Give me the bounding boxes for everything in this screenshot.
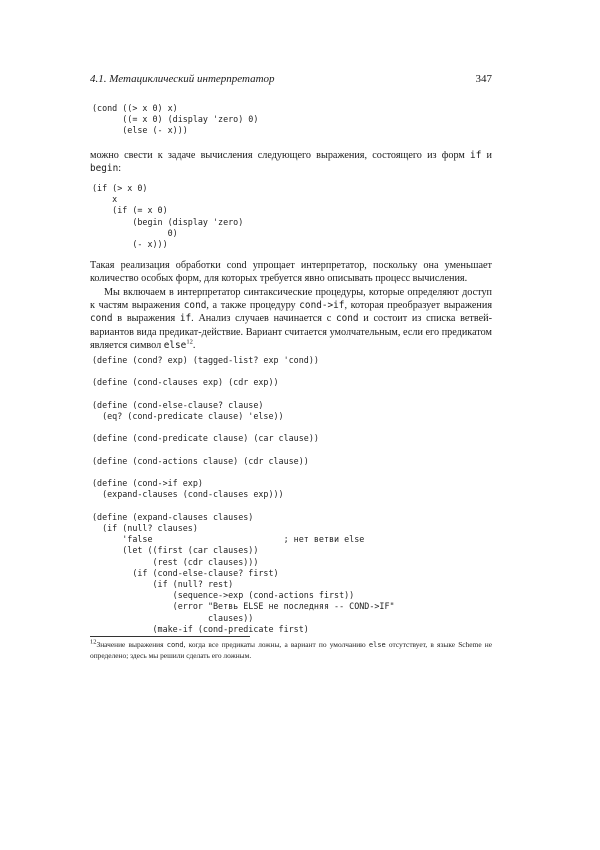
text: Мы включаем в интерпретатор синтаксические процедуры, которые определяют доступ к частям выражения (90, 287, 492, 312)
text: . (192, 339, 196, 351)
keyword-cond: cond (90, 313, 113, 325)
text: , которая преобразует выражения (344, 300, 492, 312)
chapter-title: 4.1. Метациклический интерпретатор (90, 73, 275, 85)
text: , когда все предикаты ложны, а вариант по умолчанию (183, 640, 369, 649)
code-block-cond-procedures: (define (cond? exp) (tagged-list? exp 'cond)) (define (cond-clauses exp) (cdr exp)) (define (cond-else-clause? clause) (eq? (cond-predicate clause) 'else)) (define (cond-predicate clause) (car clause)) (define (cond-actions clause) (cdr clause)) (define (cond->if exp) (expand-clauses (cond-clauses exp))) (define (expand-clauses clauses) (if (null? clauses) 'false ; нет ветви else (let ((first (car clauses)) (rest (cdr clauses))) (if (cond-else-clause? first) (if (null? rest) (sequence->exp (cond-actions first)) (error "Ветвь ELSE не последняя -- COND->IF" clauses)) (make-if (cond-predicate first) (92, 355, 395, 634)
code-block-cond-example: (cond ((> x 0) x) ((= x 0) (display 'zero) 0) (else (- x))) (92, 103, 259, 136)
keyword-cond: cond (183, 300, 207, 312)
text: отсутствует, в языке Scheme не определено; здесь мы решили сделать его ложным. (90, 640, 493, 660)
paragraph-syntax-procedures (90, 286, 492, 352)
keyword-else: else (163, 339, 187, 351)
paragraph-simplification: Такая реализация обработки cond упрощает интерпретатор, поскольку она уменьшает количество особых форм, для которых требуется явно описывать процесс вычисления. (90, 260, 492, 285)
keyword-cond: cond (166, 641, 184, 649)
code-block-if-example: (if (> x 0) x (if (= x 0) (begin (display 'zero) 0) (- x))) (92, 183, 244, 250)
keyword-if: if (179, 313, 192, 325)
text: . Анализ случаев начинается с (191, 313, 336, 325)
footnote-12 (90, 640, 492, 661)
text: : (118, 163, 122, 175)
text: можно свести к задаче вычисления следующего выражения, состоящего из форм (90, 150, 471, 161)
paragraph-cond-reduction (90, 149, 492, 175)
keyword-else: else (368, 641, 386, 649)
text: в выражения (112, 313, 180, 325)
footnote-number: 12 (90, 638, 97, 646)
text: и (481, 150, 492, 161)
footnote-reference: 12 (186, 338, 193, 346)
text: и состоит из списка ветвей-вариантов вида предикат-действие. Вариант считается умолчательным, если его предикатом является символ (90, 313, 492, 351)
keyword-begin: begin (90, 163, 119, 175)
page-number: 347 (475, 73, 492, 85)
running-header (90, 73, 492, 85)
keyword-cond: cond (335, 313, 359, 325)
footnote-rule (90, 636, 250, 637)
text: , а также процедуру (206, 300, 300, 312)
text: Значение выражения (96, 640, 167, 649)
keyword-cond-if: cond->if (299, 300, 345, 312)
keyword-if: if (470, 150, 482, 161)
